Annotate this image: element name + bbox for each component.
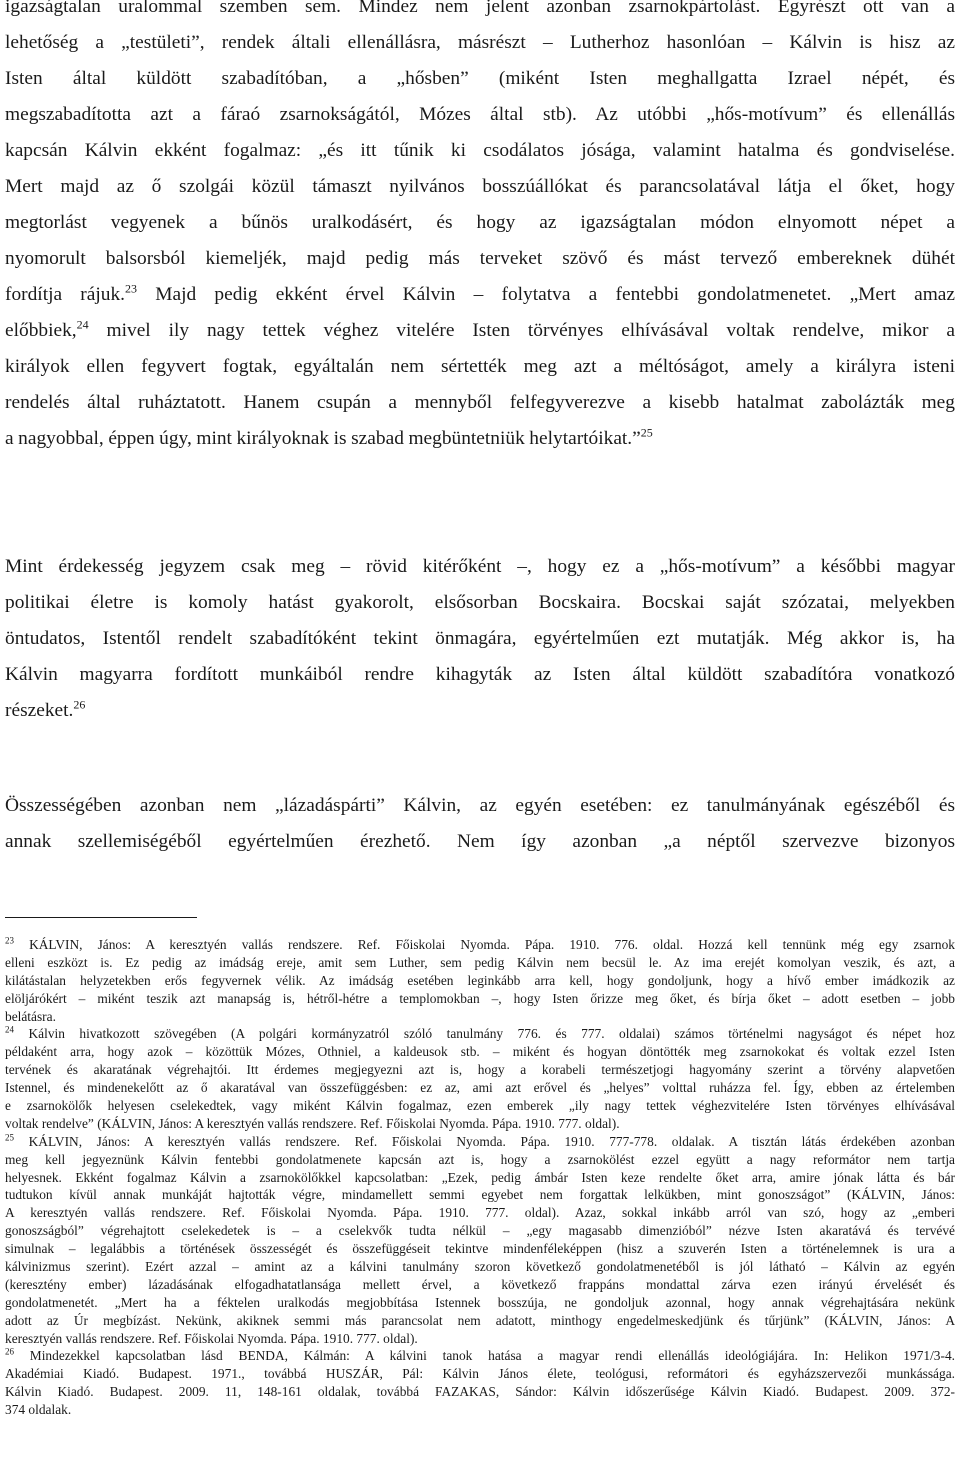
text-fragment: Mindezekkel kapcsolatban lásd BENDA, Kálmán: A kálvini tanok hatása a magyar rendi ellenállás ideológiájára. In: Helikon 1971/3-4. [29, 1348, 955, 1364]
footnote-line: tudtukon kívül annak munkáját hajtották végre, mindamellett semmi egyebet nem forgattak lelkükben, mint gonoszságot” (KÁLVIN, János: [5, 1187, 955, 1203]
text-fragment: mivel ily nagy tettek véghez vitelére Isten törvényes elhívásával voltak rendelve, mikor a [106, 320, 955, 341]
footnote-line: 374 oldalak. [5, 1402, 72, 1418]
text-line-with-ref [5, 693, 955, 729]
paragraph-hero-motif [5, 0, 955, 457]
footnote-line: A keresztyén vallás rendszere. Ref. Főiskolai Nyomda. Pápa. 1910. 777. oldal). Azaz, sokkal inkább arról van szó, hogy az „emberi [5, 1205, 955, 1221]
text-line: nyomorult balsorsból kiemeljék, majd pedig más terveket szövő és mást tervező embereknek dühét [5, 248, 955, 269]
footnote-line: e zsarnokölők helyesen cselekedtek, vagy miként Kálvin fogalmaz, ezen emberek „ily nagy tettek véghezvitelére Isten törvényes elhívásával [5, 1098, 955, 1114]
footnote-line: Istennel, és mindenekelőtt az ő akaratával van összefüggésben: ez az, ami azt erővel és „helyes” volttal ruházza fel. Így, ebben az értelemben [5, 1080, 955, 1096]
footnote-line: kálvinizmus szerint). Ezért azzal – amint az a kálvini tanulmány szoron következő gondolatmenetéből is jól látható – Kálvin az egyén [5, 1259, 955, 1275]
footnote-number: 25 [5, 1132, 14, 1143]
footnote-line: (keresztény ember) lázadásának elfogadhatatlansága mellett érvel, a következő frappáns mondattal zárva ezen irányú érvelését és [5, 1276, 955, 1292]
footnote-line: adott az Úr megbízást. Nekünk, akiknek semmi más parancsolat nem adatott, minthogy engedelmeskedjünk és tűrjünk” (KÁLVIN, János: A [5, 1312, 955, 1328]
text-fragment: a nagyobbal, éppen úgy, mint királyoknak is szabad megbüntetniük helytartóikat.” [5, 428, 641, 449]
text-line: királyok ellen fegyvert fogtak, egyáltalán nem sértették meg azt a méltóságot, amely a királyra isteni [5, 356, 955, 377]
footnote-line: kilátástalan helyzetekben erős fegyvernek vélik. Az imádság esetében leginkább arra kell, hogy gondoljunk, hogy a hívő ember imádkozik az [5, 972, 955, 988]
text-line: Isten által küldött szabadítóban, a „hősben” (miként Isten meghallgatta Izrael népét, és [5, 68, 955, 89]
text-line: politikai életre is komoly hatást gyakorolt, elsősorban Bocskaira. Bocskai saját szózatai, melyekben [5, 592, 955, 613]
footnote-number: 23 [5, 935, 14, 946]
footnote-number: 26 [5, 1347, 14, 1358]
footnote-25 [5, 1133, 955, 1348]
text-line: öntudatos, Istentől rendelt szabadítóként tekint önmagára, egyértelműen ezt mutatják. Még akkor is, ha [5, 628, 955, 649]
footnote-ref[interactable]: 26 [73, 697, 86, 712]
footnote-line: voltak rendelve” (KÁLVIN, János: A keresztyén vallás rendszere. Ref. Főiskolai Nyomda. Pápa. 1910. 777. oldal). [5, 1115, 620, 1131]
footnote-line: meg kell jegyeznünk Kálvin fentebbi gondolatmenete kapcsán azt is, hogy a zsarnokölést ezzel együtt a nagy reformátor nem tartja [5, 1151, 955, 1167]
text-line: Mint érdekesség jegyzem csak meg – rövid kitérőként –, hogy ez a „hős-motívum” a későbbi magyar [5, 556, 955, 577]
footnote-line: gondolatmenetét. „Mert ha a féktelen uralkodás megjobbítása Istennek bosszúja, ne gondoljuk azonnal, hogy annak végrehajtására nekünk [5, 1294, 955, 1310]
paragraph-bocskai [5, 549, 955, 729]
footnote-line: keresztyén vallás rendszere. Ref. Főiskolai Nyomda. Pápa. 1910. 777. oldal). [5, 1330, 418, 1346]
footnote-line [5, 1133, 955, 1151]
text-fragment: fordítja rájuk. [5, 284, 125, 305]
footnote-ref[interactable]: 23 [125, 281, 137, 296]
text-line: rendelés által ruháztatott. Hanem csupán a mennyből felfegyverezve a kisebb hatalmat zabolázták meg [5, 392, 955, 413]
text-fragment: Kálvin hivatkozott szövegében (A polgári kormányzatról szóló tanulmány 776. és 777. oldalai) számos történelmi nagyságot és népet hoz [28, 1026, 956, 1042]
footnote-line: Kálvin Kiadó. Budapest. 2009. 11, 148-161 oldalak, továbbá FAZAKAS, Sándor: Kálvin időszerűsége Kálvin Kiadó. Budapest. 2009. 372- [5, 1384, 955, 1400]
text-line: kapcsán Kálvin ekként fogalmaz: „és itt tűnik ki csodálatos jósága, valamint hatalma és gondviselése. [5, 140, 955, 161]
footnote-line [5, 1347, 955, 1365]
text-line: lehetőség a „testületi”, rendek általi ellenállásra, másrészt – Lutherhoz hasonlóan – Kálvin is hisz az [5, 32, 955, 53]
text-line: igazságtalan uralommal szemben sem. Mindez nem jelent azonban zsarnokpártolást. Egyrészt ott van a [5, 0, 955, 17]
footnote-26 [5, 1347, 955, 1419]
text-fragment: KÁLVIN, János: A keresztyén vallás rendszere. Ref. Főiskolai Nyomda. Pápa. 1910. 777-778. oldalak. A tisztán látás érdekében azonban [28, 1133, 955, 1149]
footnote-ref[interactable]: 24 [76, 317, 89, 332]
footnote-line: példaként arra, hogy azok – közöttük Mózes, Othniel, a kaldeusok stb. – miként és hogyan döntötték meg zsarnokokat és voltak ezzel Isten [5, 1044, 955, 1060]
footnote-line: Akadémiai Kiadó. Budapest. 1971., továbbá HUSZÁR, Pál: Kálvin János élete, teológusi, reformátori és egyházszervezői munkássága. [5, 1366, 955, 1382]
text-fragment: KÁLVIN, János: A keresztyén vallás rendszere. Ref. Főiskolai Nyomda. Pápa. 1910. 776. oldal. Hozzá kell tennünk még egy zsarnok [29, 937, 955, 952]
text-line: Kálvin magyarra fordított munkáiból rendre kihagyták az Isten által küldött szabadítóra vonatkozó [5, 664, 955, 685]
footnote-23 [5, 936, 955, 1025]
text-line: Összességében azonban nem „lázadáspárti” Kálvin, az egyén esetében: ez tanulmányának egészéből és [5, 795, 955, 816]
footnote-separator [5, 917, 197, 918]
footnote-line: elöljárókért – miként teszik azt manapság is, hétről-hétre a templomokban –, hogy Isten őrizze meg őket, és bírja őket – adott esetben – jobb [5, 990, 955, 1006]
text-line-with-ref [5, 421, 955, 457]
footnote-24 [5, 1025, 955, 1132]
text-line: Mert majd az ő szolgái közül támaszt nyilvános bosszúállókat és parancsolatával látja el őket, hogy [5, 176, 955, 197]
text-line: megtorlást vegyenek a bűnös uralkodásért, és hogy az igazságtalan módon elnyomott népet a [5, 212, 955, 233]
paragraph-summary [5, 788, 955, 860]
footnote-line [5, 936, 955, 954]
footnote-ref[interactable]: 25 [640, 425, 653, 440]
footnote-line: simulnak – legalábbis a történések összességét és összefüggéseit tekintve mindenféleképpen (hisz a szuverén Isten a történelemnek is ura a [5, 1241, 955, 1257]
footnote-line: helyesnek. Ekként fogalmaz Kálvin a zsarnokölőkkel kapcsolatban: „Ezek, pedig ámbár Isten keze rendelte őket arra, amire jónak látta és bár [5, 1169, 955, 1185]
footnote-line: elleni eszközt is. Ez pedig az imádság ereje, amit sem Luther, sem pedig Kálvin nem becsül le. Az ima erejét komolyan veszik, és azt, a [5, 954, 955, 970]
footnote-line: gonoszságból” végrehajtott cselekedetek is – a cselekvők tudta nélkül – „egy magasabb dimenzióból” nézve Isten akaratává és tervévé [5, 1223, 955, 1239]
text-fragment: előbbiek, [5, 320, 77, 341]
footnote-line: belátásra. [5, 1008, 56, 1024]
footnote-number: 24 [5, 1024, 14, 1035]
text-fragment: részeket. [5, 700, 74, 721]
text-line-with-ref [5, 313, 955, 349]
text-line-with-ref [5, 277, 955, 313]
footnotes [5, 936, 955, 1419]
footnote-line [5, 1025, 955, 1043]
text-fragment: Majd pedig ekként érvel Kálvin – folytatva a fentebbi gondolatmenetet. „Mert amaz [155, 284, 955, 305]
footnote-line: tervének és akaratának végrehajtói. Itt érdemes megjegyezni azt is, hogy a korabeli természetjogi hagyomány szerint a törvény alapvetően [5, 1062, 955, 1078]
text-line: megszabadította azt a fáraó zsarnokságától, Mózes által stb). Az utóbbi „hős-motívum” és ellenállás [5, 104, 955, 125]
text-line: annak szellemiségéből egyértelműen érezhető. Nem így azonban „a néptől szervezve bizonyos [5, 831, 955, 852]
